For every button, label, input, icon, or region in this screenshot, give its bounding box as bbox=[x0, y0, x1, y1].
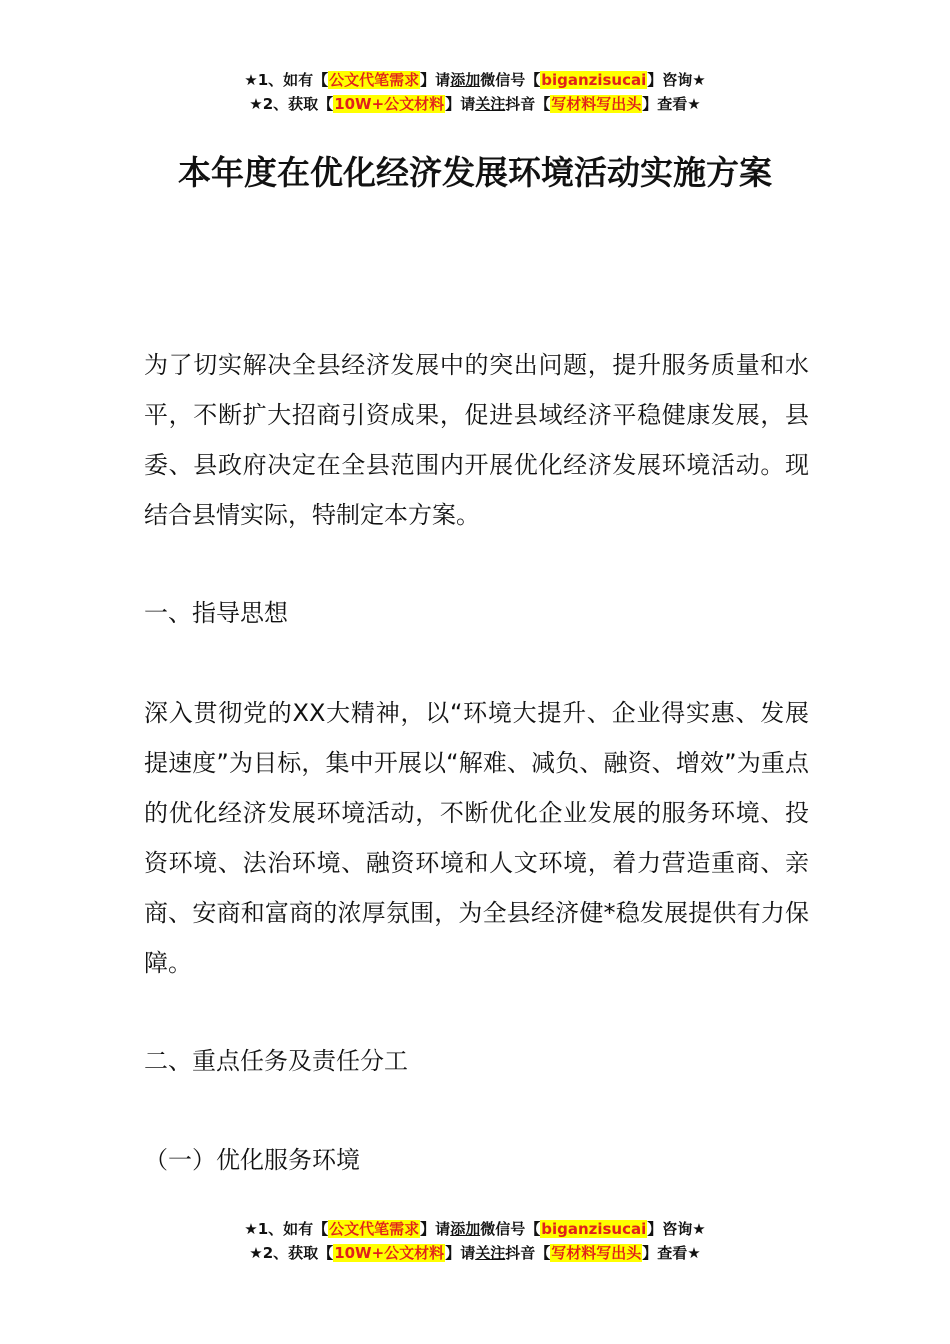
promo-footer bbox=[0, 1217, 950, 1265]
intro-paragraph: 为了切实解决全县经济发展中的突出问题，提升服务质量和水平，不断扩大招商引资成果，促进县域经济平稳健康发展，县委、县政府决定在全县范围内开展优化经济发展环境活动。现结合县情实际，特制定本方案。 bbox=[144, 351, 809, 529]
section-heading-key-tasks: 二、重点任务及责任分工 bbox=[144, 1047, 408, 1075]
promo-text: ★2、获取【 bbox=[249, 95, 334, 113]
promo-text: 】查看★ bbox=[642, 95, 701, 113]
promo-highlight: 公文代笔需求 bbox=[329, 71, 420, 89]
promo-text: ★2、获取【 bbox=[249, 1244, 334, 1262]
promo-text: 】咨询★ bbox=[647, 71, 706, 89]
promo-text: 】请 bbox=[420, 1220, 451, 1238]
promo-text: 微信号【 bbox=[480, 71, 541, 89]
promo-highlight: 10W+公文材料 bbox=[334, 95, 445, 113]
promo-text: 】请 bbox=[445, 95, 476, 113]
promo-underlined: 关注 bbox=[475, 1244, 506, 1262]
promo-wechat-id: biganzisucai bbox=[541, 71, 647, 89]
promo-text: 】请 bbox=[420, 71, 451, 89]
subsection-heading-service-environment: （一）优化服务环境 bbox=[144, 1146, 360, 1174]
promo-highlight: 10W+公文材料 bbox=[334, 1244, 445, 1262]
promo-wechat-id: biganzisucai bbox=[541, 1220, 647, 1238]
promo-underlined: 添加 bbox=[450, 71, 481, 89]
promo-text: 】请 bbox=[445, 1244, 476, 1262]
promo-douyin-id: 写材料写出头 bbox=[551, 1244, 642, 1262]
document-title: 本年度在优化经济发展环境活动实施方案 bbox=[178, 153, 772, 192]
promo-text: 】咨询★ bbox=[647, 1220, 706, 1238]
promo-header bbox=[0, 68, 950, 116]
promo-text: ★1、如有【 bbox=[244, 71, 329, 89]
promo-underlined: 添加 bbox=[450, 1220, 481, 1238]
promo-line-1 bbox=[0, 68, 950, 92]
promo-highlight: 公文代笔需求 bbox=[329, 1220, 420, 1238]
promo-text: ★1、如有【 bbox=[244, 1220, 329, 1238]
promo-underlined: 关注 bbox=[475, 95, 506, 113]
promo-text: 抖音【 bbox=[505, 1244, 551, 1262]
promo-text: 微信号【 bbox=[480, 1220, 541, 1238]
promo-line-2 bbox=[0, 1241, 950, 1265]
promo-line-2 bbox=[0, 92, 950, 116]
promo-douyin-id: 写材料写出头 bbox=[551, 95, 642, 113]
promo-line-1 bbox=[0, 1217, 950, 1241]
promo-text: 】查看★ bbox=[642, 1244, 701, 1262]
promo-text: 抖音【 bbox=[505, 95, 551, 113]
guiding-ideology-paragraph: 深入贯彻党的XX大精神，以“环境大提升、企业得实惠、发展提速度”为目标，集中开展以“解难、减负、融资、增效”为重点的优化经济发展环境活动，不断优化企业发展的服务环境、投资环境、法治环境、融资环境和人文环境，着力营造重商、亲商、安商和富商的浓厚氛围，为全县经济健*稳发展提供有力保障。 bbox=[144, 699, 809, 977]
section-heading-guiding-ideology: 一、指导思想 bbox=[144, 599, 288, 627]
